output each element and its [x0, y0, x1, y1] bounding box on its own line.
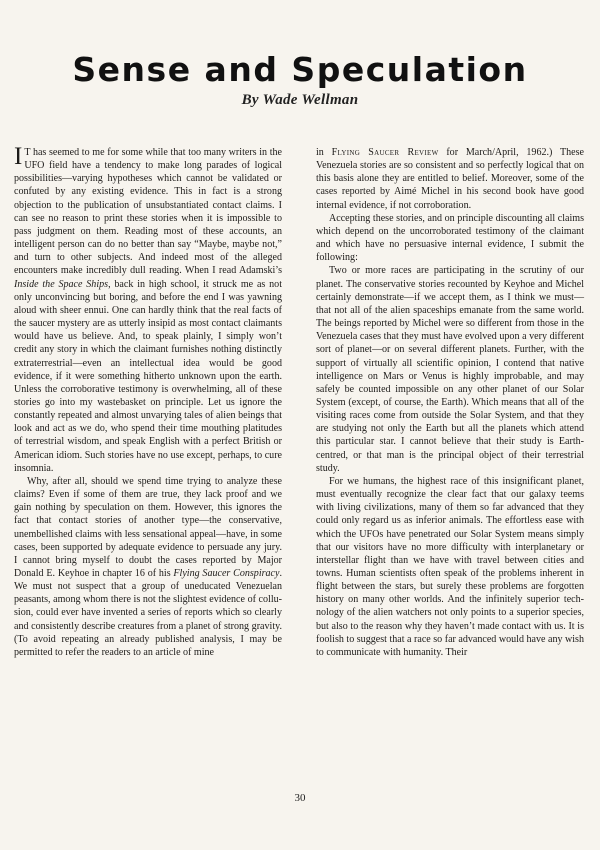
drop-cap: I — [14, 143, 23, 170]
paragraph: Two or more races are participating in the scrutiny of our planet. The conservative stories recounted by Keyhoe and Michel certainly demonstrate—if we accept them, as I think we must—that not all of the alien spaceships emanate from the same world. The beings reported by Michel were so different from those in the Venezuela cases that they must have evolved upon a very different sort of planet—or on several different planets. Further, with the support of virtually all scientific opinion, I contend that native intelligence on Mars or Venus is highly improbable, and may safely be counted impossible on any other planet of our Solar System (except, of course, the Earth). Which means that all of the visiting races come from outside the Solar System, and that they are studying not only the Earth but all the planets which attend this particular star. I cannot believe that their study is Earth-centred, or that man is the principal object of their terrestrial study. — [316, 265, 584, 474]
paragraph — [316, 146, 584, 212]
paragraph-text: , back in high school, it struck me as not only unconvincing but boring, and before the end I was yawning aloud with sheer ennui. One can hardly think that the real facts of the saucer mystery are as utterly insipid as most contact claimants would have us believe. And, to speak plainly, I simply won’t credit any story in which the claimant furnishes nothing distinctly extraterrestrial—even an intellectual idea would be good evidence, if it were something hitherto unknown upon the earth. Unless the corroborative testimony is overwhelming, all of these stories go into my wastebasket on principle. Let us ignore the constantly repeated and almost unvarying tales of alien beings that look and act as we do, who spend their time mouthing platitudes of terrestrial wisdom, and speak English with a perfect British or American idiom. Such stories have no use except, perhaps, to cure insomnia. — [14, 278, 282, 474]
paragraph-text: T has seemed to me for some while that too many writers in the UFO field have a tendency to make long parades of logical possibilities—varying hypotheses which cannot be validated or confuted by any existing evidence. This in fact is a strong objection to the publication of unsubstantiated contact claims. I can see no reason to print these stories when it is impossible to pass judgment on them. Reading most of these accounts, an intelligent person can do no better than say “Maybe, maybe not,” and turn to other subjects. And indeed most of the alleged encounters make incredibly dull reading. When I read Adamski’s — [14, 147, 282, 277]
article-byline: By Wade Wellman — [241, 92, 359, 108]
paragraph-text: Why, after all, should we spend time trying to analyze these claims? Even if some of them are true, they lack proof and we gain nothing by speculation on them. However, this ignores the fact that contact stories of another type—the conservative, unembellished claims with less sensational appeal—have, in some cases, been supported by adequate evidence to persuade any jury. I cannot bring myself to doubt the cases reported by Major Donald E. Keyhoe in chapter 16 of his — [14, 475, 282, 579]
paragraph — [14, 143, 282, 475]
paragraph-text: . We must not suspect that a group of uneducated Venezuelan peasants, among whom there is not the slightest evidence of collusion, could ever have invented a series of reports which so clearly and consistently describe creatures from a planet of strong gravity. (To avoid repeating an already published analysis, I may be permitted to refer the readers to an article of mine — [14, 568, 282, 658]
right-column — [316, 146, 584, 659]
paragraph-text: for March/April, 1962.) These Venezuela stories are so consistent and so perfectly logical that on this basis alone they are entitled to belief. Moreover, some of the cases reported by Aimé Michel in his second book have good internal evidence, if not corroboration. — [316, 147, 584, 211]
paragraph — [14, 475, 282, 659]
paragraph: For we humans, the highest race of this insignificant planet, must eventually recognize the clear fact that our galaxy teems with living civilizations, many of them so far advanced that they could only regard us as inferior animals. The effortless ease with which the UFOs have penetrated our Solar System means simply that our visitors have no more difficulty with interplanetary or interstellar flight than we have with travel between cities and towns. Human scientists often speak of the problems inherent in flight between the stars, but surely these problems are forgotten history on many other worlds. And the infinitely superior technology of the alien watchers not only points to a superior species, but also to the reason why they haven’t made contact with us. It is foolish to suggest that a race so far advanced would have any wish to communicate with humanity. Their — [316, 475, 584, 658]
book-title: Inside the Space Ships — [14, 278, 109, 290]
page-number: 30 — [294, 792, 306, 804]
book-title: Flying Saucer Conspiracy — [173, 568, 280, 579]
paragraph: Accepting these stories, and on principle discounting all claims which depend on the uncorroborated testimony of the claimant and which have no persuasive internal evidence, I submit the following: — [316, 212, 584, 264]
article-title: Sense and Speculation — [72, 50, 528, 89]
magazine-name: Flying Saucer Review — [331, 147, 439, 158]
left-column — [14, 143, 282, 659]
paragraph-text: in — [316, 147, 332, 158]
